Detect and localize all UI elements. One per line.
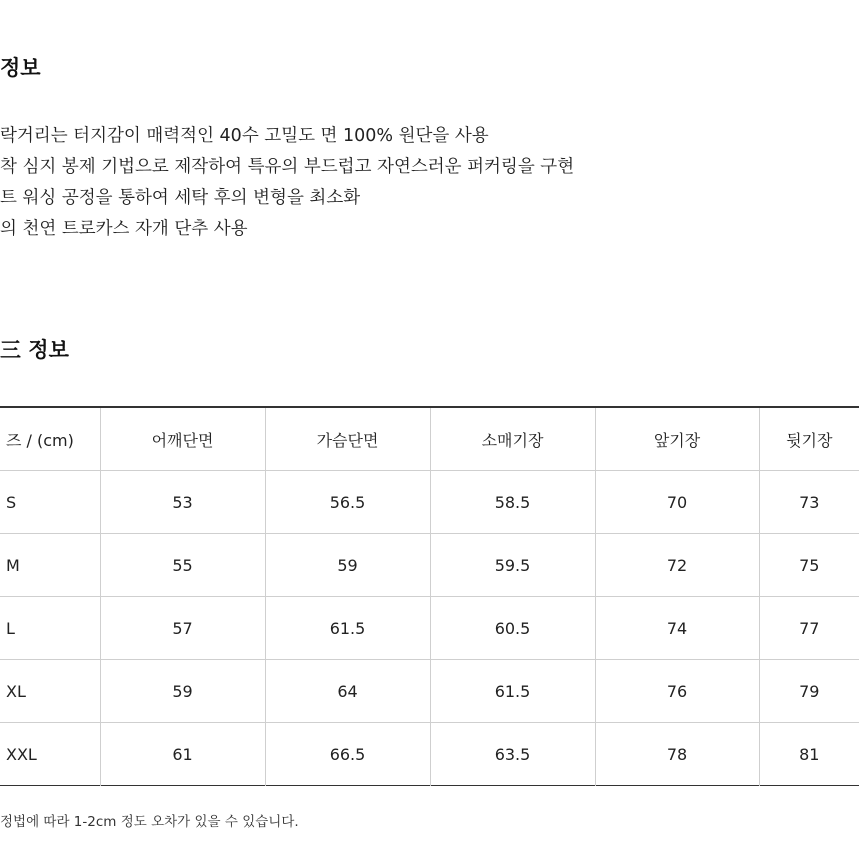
size-label-cell: S — [0, 471, 100, 534]
table-cell: 72 — [595, 534, 759, 597]
table-cell: 61.5 — [430, 660, 595, 723]
product-info-heading: 정보 — [0, 56, 41, 80]
feature-item: 의 천연 트로카스 자개 단추 사용 — [0, 219, 248, 239]
size-label-cell: XL — [0, 660, 100, 723]
table-row — [0, 660, 859, 723]
table-cell: 63.5 — [430, 723, 595, 786]
table-cell: 59.5 — [430, 534, 595, 597]
size-label-cell: L — [0, 597, 100, 660]
table-cell: 77 — [759, 597, 859, 660]
table-cell: 64 — [265, 660, 430, 723]
table-cell: 55 — [100, 534, 265, 597]
table-row — [0, 471, 859, 534]
table-row — [0, 534, 859, 597]
table-cell: 81 — [759, 723, 859, 786]
table-cell: 53 — [100, 471, 265, 534]
table-cell: 78 — [595, 723, 759, 786]
table-cell: 59 — [100, 660, 265, 723]
table-cell: 76 — [595, 660, 759, 723]
table-cell: 61.5 — [265, 597, 430, 660]
table-cell: 66.5 — [265, 723, 430, 786]
table-row — [0, 723, 859, 786]
table-cell: 58.5 — [430, 471, 595, 534]
size-label-cell: M — [0, 534, 100, 597]
size-label-cell: XXL — [6, 744, 37, 764]
table-cell: 70 — [595, 471, 759, 534]
column-header-back-length: 뒷기장 — [759, 407, 859, 471]
table-header-row — [0, 407, 859, 471]
column-header-sleeve: 소매기장 — [430, 407, 595, 471]
size-table — [0, 406, 859, 786]
feature-item: 락거리는 터지감이 매력적인 40수 고밀도 면 100% 원단을 사용 — [0, 126, 489, 146]
measurement-note: 정법에 따라 1-2cm 정도 오차가 있을 수 있습니다. — [0, 814, 299, 830]
column-header-front-length: 앞기장 — [595, 407, 759, 471]
table-cell: 61 — [100, 723, 265, 786]
table-cell: 56.5 — [265, 471, 430, 534]
feature-item: 트 워싱 공정을 통하여 세탁 후의 변형을 최소화 — [0, 188, 361, 208]
table-cell: 73 — [759, 471, 859, 534]
table-cell: 74 — [595, 597, 759, 660]
table-cell: 57 — [100, 597, 265, 660]
column-header-chest: 가슴단면 — [265, 407, 430, 471]
table-cell: 79 — [759, 660, 859, 723]
product-feature-list — [0, 121, 574, 245]
table-cell: 75 — [759, 534, 859, 597]
size-info-heading: 三 정보 — [0, 338, 69, 362]
column-header-shoulder: 어깨단면 — [100, 407, 265, 471]
feature-item: 착 심지 봉제 기법으로 제작하여 특유의 부드럽고 자연스러운 퍼커링을 구현 — [0, 157, 575, 177]
table-cell: 60.5 — [430, 597, 595, 660]
table-row — [0, 597, 859, 660]
column-header-size: 즈 / (cm) — [0, 407, 100, 471]
table-cell: 59 — [265, 534, 430, 597]
